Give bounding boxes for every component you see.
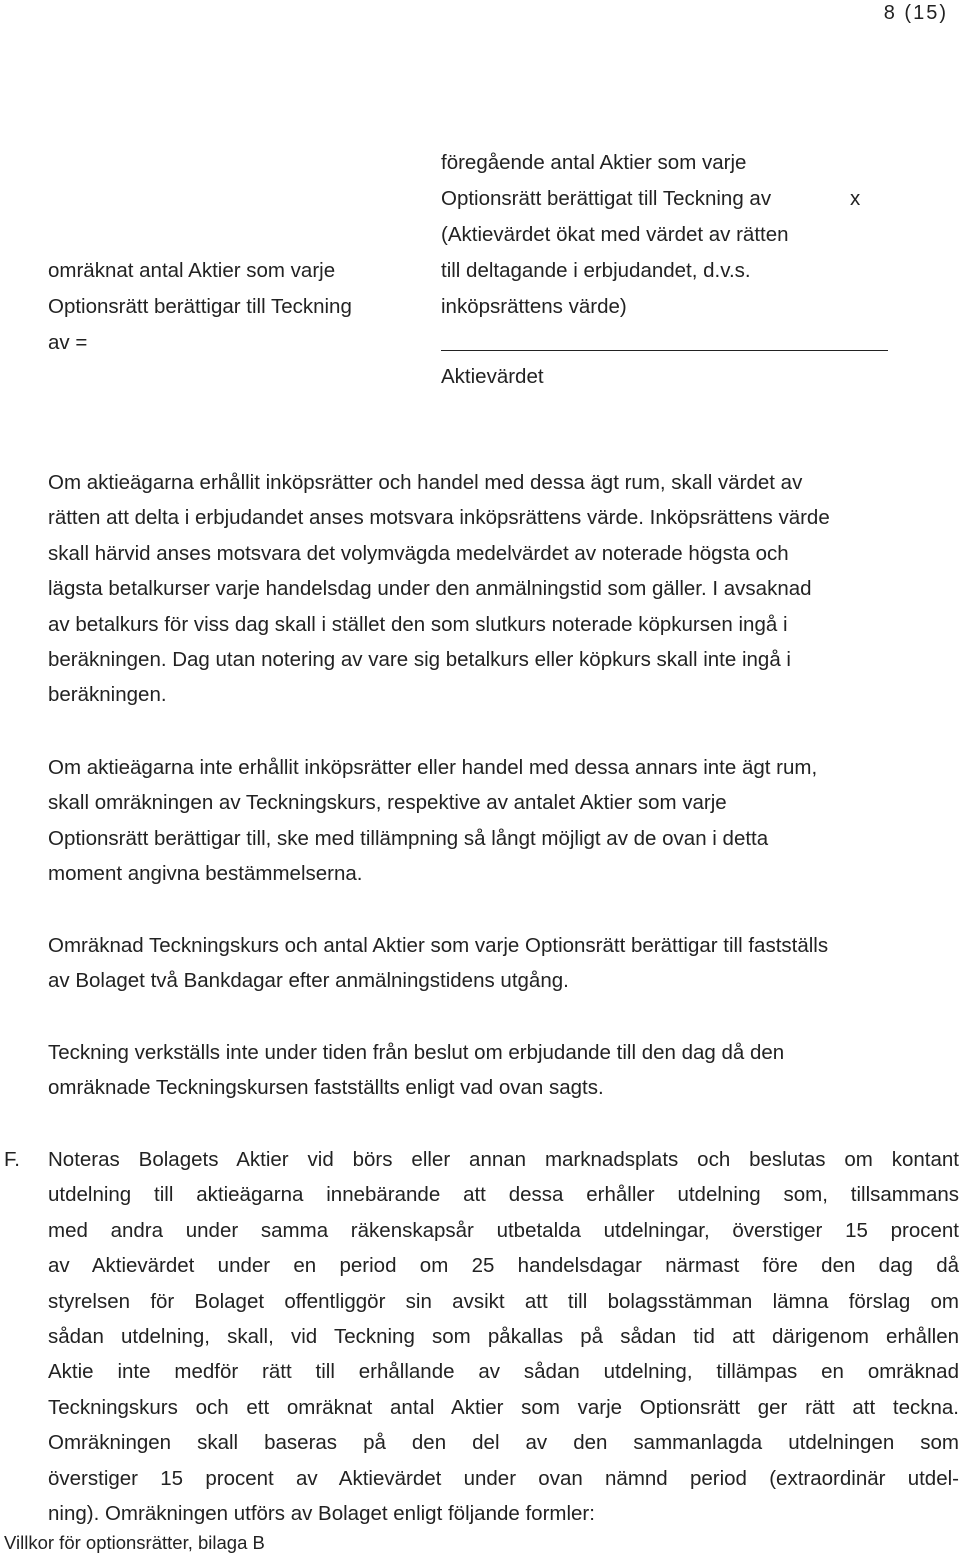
section-f-body — [48, 1142, 959, 1531]
section-f-line: Teckningskurs och ett omräknat antal Aktier som varje Optionsrätt ger rätt att teckna. — [48, 1395, 959, 1419]
footer: Villkor för optionsrätter, bilaga B — [4, 1532, 265, 1553]
formula-lhs-line: Optionsrätt berättigar till Teckning — [48, 295, 352, 318]
formula-lhs-line: av = — [48, 331, 88, 354]
formula-numerator-line: föregående antal Aktier som varje — [441, 151, 747, 174]
formula-numerator-line: inköpsrättens värde) — [441, 295, 627, 318]
formula-left-side — [48, 253, 352, 361]
page-number: 8 (15) — [883, 2, 948, 24]
paragraph-line: beräkningen. — [48, 683, 167, 707]
section-f-line: styrelsen för Bolaget offentliggör sin avsikt att till bolagsstämman lämna förslag om — [48, 1289, 959, 1313]
paragraph-line: Optionsrätt berättigar till, ske med tillämpning så långt möjligt av de ovan i detta — [48, 826, 769, 850]
paragraph-line: skall härvid anses motsvara det volymvägda medelvärdet av noterade högsta och — [48, 541, 789, 565]
paragraph-inkopsratter-value — [48, 465, 941, 713]
paragraph-line: moment angivna bestämmelserna. — [48, 862, 363, 886]
formula-multiply-sign: x — [850, 187, 861, 210]
paragraph-line: rätten att delta i erbjudandet anses motsvara inköpsrättens värde. Inköpsrättens värde — [48, 506, 830, 530]
paragraph-line: beräkningen. Dag utan notering av vare sig betalkurs eller köpkurs skall inte ingå i — [48, 648, 791, 672]
section-letter: F. — [4, 1148, 20, 1171]
paragraph-line: av Bolaget två Bankdagar efter anmälningstidens utgång. — [48, 969, 569, 993]
paragraph-line: av betalkurs för viss dag skall i stället den som slutkurs noterade köpkursen ingå i — [48, 612, 788, 636]
formula-denominator: Aktievärdet — [441, 365, 544, 388]
formula-numerator — [441, 145, 789, 325]
paragraph-line: Om aktieägarna inte erhållit inköpsrätter eller handel med dessa annars inte ägt rum, — [48, 756, 818, 779]
section-f-line: Noteras Bolagets Aktier vid börs eller annan marknadsplats och beslutas om kontant — [48, 1148, 959, 1171]
paragraph-teckning — [48, 1035, 941, 1106]
formula-fraction-bar — [441, 350, 888, 351]
section-f-line: Aktie inte medför rätt till erhållande av sådan utdelning, tillämpas en omräknad — [48, 1360, 959, 1384]
section-f-line: utdelning till aktieägarna innebärande att dessa erhåller utdelning som, tillsammans — [48, 1183, 959, 1207]
paragraph-line: Omräknad Teckningskurs och antal Aktier som varje Optionsrätt berättigar till fastställs — [48, 934, 829, 957]
paragraph-line: skall omräkningen av Teckningskurs, respektive av antalet Aktier som varje — [48, 791, 727, 815]
paragraph-line: Teckning verkställs inte under tiden från beslut om erbjudande till den dag då den — [48, 1041, 785, 1064]
paragraph-faststalls — [48, 928, 941, 999]
paragraph-line: lägsta betalkurser varje handelsdag under den anmälningstid som gäller. I avsaknad — [48, 577, 812, 601]
formula-lhs-line: omräknat antal Aktier som varje — [48, 259, 336, 282]
section-f-line: med andra under samma räkenskapsår utbetalda utdelningar, överstiger 15 procent — [48, 1218, 959, 1242]
section-f-line: av Aktievärdet under en period om 25 handelsdagar närmast före den dag då — [48, 1254, 959, 1278]
section-f-line: sådan utdelning, skall, vid Teckning som påkallas på sådan tid att därigenom erhållen — [48, 1325, 959, 1349]
section-f-line: ning). Omräkningen utförs av Bolaget enligt följande formler: — [48, 1502, 595, 1526]
formula-numerator-line: (Aktievärdet ökat med värdet av rätten — [441, 223, 789, 246]
formula-numerator-line: till deltagande i erbjudandet, d.v.s. — [441, 259, 751, 282]
section-f-line: överstiger 15 procent av Aktievärdet under ovan nämnd period (extraordinär utdel- — [48, 1466, 959, 1490]
paragraph-line: Om aktieägarna erhållit inköpsrätter och handel med dessa ägt rum, skall värdet av — [48, 471, 803, 494]
paragraph-no-inkopsratter — [48, 750, 941, 892]
section-f-line: Omräkningen skall baseras på den del av den sammanlagda utdelningen som — [48, 1431, 959, 1455]
paragraph-line: omräknade Teckningskursen fastställts enligt vad ovan sagts. — [48, 1076, 604, 1100]
formula — [48, 145, 908, 395]
formula-numerator-line: Optionsrätt berättigat till Teckning av — [441, 187, 772, 210]
